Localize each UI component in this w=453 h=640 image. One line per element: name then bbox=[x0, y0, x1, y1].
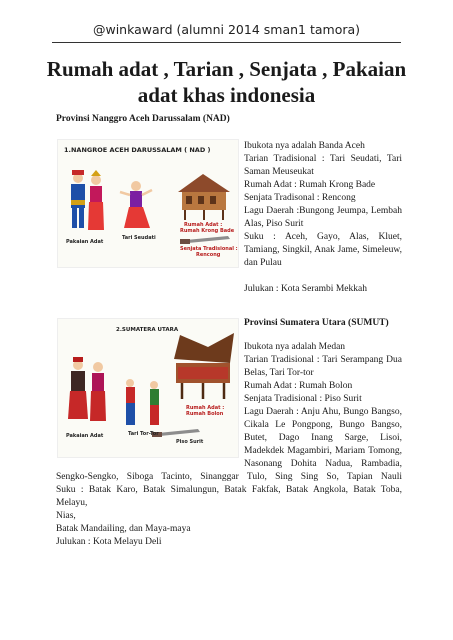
sumut-line: Belas, Tari Tor-tor bbox=[244, 368, 314, 378]
sumut-info-column bbox=[244, 341, 402, 471]
header-divider bbox=[52, 42, 401, 43]
sumut-label-piso: Piso Surit bbox=[176, 439, 204, 445]
sumut-line: Rumah Adat : Rumah Bolon bbox=[244, 381, 353, 391]
sumut-woman-figure bbox=[90, 362, 106, 421]
nad-julukan: Julukan : Kota Serambi Mekkah bbox=[244, 284, 367, 294]
nad-image-title: 1.NANGROE ACEH DARUSSALAM ( NAD ) bbox=[64, 146, 211, 154]
sumut-full-line: Sengko-Sengko, Siboga Tacinto, Sinanggar Tulo, Sing Sing So, Tapian Nauli bbox=[56, 472, 402, 482]
nad-info-column bbox=[244, 140, 402, 296]
nad-line: Lagu Daerah :Bungong Jeumpa, Lembah bbox=[244, 206, 402, 216]
nad-heading: Provinsi Nanggro Aceh Darussalam (NAD) bbox=[56, 114, 230, 124]
nad-house-figure bbox=[178, 174, 230, 220]
sumut-piso-figure bbox=[152, 429, 200, 437]
nad-line: Tarian Tradisional : Tari Seudati, Tari bbox=[244, 154, 402, 164]
sumut-image-title: 2.SUMATERA UTARA bbox=[116, 327, 179, 333]
sumut-line: Butet, Dago Inang Sarge, Lisoi, bbox=[244, 433, 402, 443]
nad-man-figure bbox=[71, 170, 85, 228]
nad-line: Alas, Piso Surit bbox=[244, 219, 304, 229]
sumut-line: Lagu Daerah : Anju Ahu, Bungo Bangso, bbox=[244, 407, 402, 417]
sumut-house-figure bbox=[174, 333, 234, 399]
nad-label-senjata bbox=[180, 246, 238, 258]
sumut-label-pakaian: Pakaian Adat bbox=[66, 433, 104, 439]
sumut-full-width-text bbox=[56, 471, 402, 549]
sumut-line: Nasonang Dohita Nadua, Rambadia, bbox=[244, 459, 402, 469]
nad-line: Rumah Adat : Rumah Krong Bade bbox=[244, 180, 376, 190]
nad-label-rumah-1: Rumah Adat : bbox=[184, 222, 223, 228]
sumut-label-rumah bbox=[186, 405, 226, 417]
nad-rencong-figure bbox=[180, 236, 230, 244]
nad-label-rumah bbox=[180, 222, 235, 234]
sumut-illustration-svg bbox=[58, 319, 238, 457]
sumut-line: Cikala Le Pongpong, Bungo Bangso, bbox=[244, 420, 402, 430]
sumut-full-line: Nias, bbox=[56, 511, 76, 521]
sumut-line: Madekdek Magambiri, Mariam Tomong, bbox=[244, 446, 402, 456]
nad-line: Tamiang, Singkil, Anak Jame, Simeleuw, bbox=[244, 245, 402, 255]
nad-label-senjata-1: Senjata Tradisional : bbox=[180, 246, 238, 252]
nad-label-pakaian: Pakaian Adat bbox=[66, 239, 104, 245]
sumut-julukan: Julukan : Kota Melayu Deli bbox=[56, 537, 162, 547]
nad-label-senjata-2: Rencong bbox=[196, 252, 221, 258]
sumut-man-figure bbox=[68, 357, 88, 419]
sumut-full-line: Batak Mandailing, dan Maya-maya bbox=[56, 524, 191, 534]
nad-line: dan Pulau bbox=[244, 258, 282, 268]
nad-line: Senjata Tradisonal : Rencong bbox=[244, 193, 356, 203]
sumut-full-line: Suku : Batak Karo, Batak Simalungun, Batak Fakfak, Batak Angkola, Batak Toba, Melayu, bbox=[56, 485, 402, 508]
document-title: Rumah adat , Tarian , Senjata , Pakaian adat khas indonesia bbox=[46, 57, 407, 107]
sumut-illustration bbox=[57, 318, 239, 458]
sumut-label-tari: Tari Tor-Tor bbox=[128, 431, 159, 437]
nad-line: Suku : Aceh, Gayo, Alas, Kluet, bbox=[244, 232, 402, 242]
page-header: @winkaward (alumni 2014 sman1 tamora) bbox=[92, 22, 361, 37]
nad-woman-figure bbox=[88, 170, 104, 230]
nad-illustration-svg bbox=[58, 140, 238, 267]
sumut-line: Senjata Tradisional : Piso Surit bbox=[244, 394, 362, 404]
nad-dancer-figure bbox=[120, 181, 152, 228]
nad-illustration bbox=[57, 139, 239, 268]
sumut-heading: Provinsi Sumatera Utara (SUMUT) bbox=[244, 318, 389, 328]
sumut-label-rumah-2: Rumah Bolon bbox=[186, 411, 224, 417]
sumut-label-rumah-1: Rumah Adat : bbox=[186, 405, 225, 411]
sumut-line: Ibukota nya adalah Medan bbox=[244, 342, 346, 352]
nad-label-tari: Tari Seudati bbox=[122, 235, 156, 241]
nad-line: Ibukota nya adalah Banda Aceh bbox=[244, 141, 365, 151]
sumut-line: Tarian Tradisional : Tari Serampang Dua bbox=[244, 355, 402, 365]
nad-line: Saman Meuseukat bbox=[244, 167, 314, 177]
sumut-dancer-figures bbox=[126, 379, 159, 425]
nad-label-rumah-2: Rumah Krong Bade bbox=[180, 228, 235, 234]
